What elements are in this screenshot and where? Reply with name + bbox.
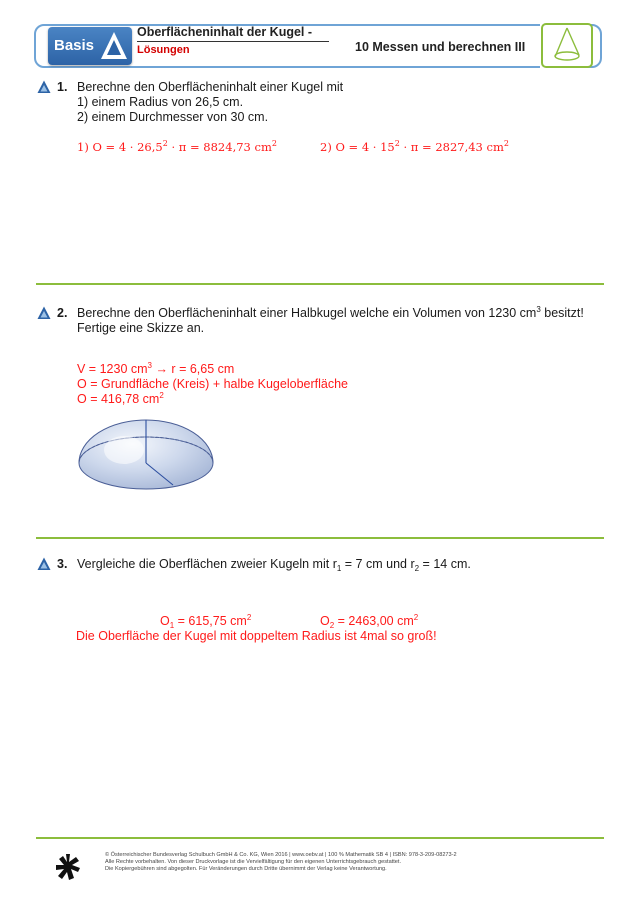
section-divider (36, 837, 604, 839)
task3-prompt-mid: = 7 cm und r (341, 557, 415, 571)
task3-prompt (77, 557, 471, 573)
r2-subscript: 2 (414, 564, 420, 573)
task-triangle-icon (37, 80, 51, 94)
sol1-unit-exponent: 2 (271, 139, 277, 148)
title-underline (137, 41, 329, 42)
sol2-result: · π = 2827,43 cm (399, 140, 504, 154)
volume-exponent: 3 (147, 361, 152, 370)
task-number: 3. (57, 557, 68, 571)
cone-icon (543, 25, 591, 66)
task2-prompt-end: besitzt! (540, 306, 584, 320)
o2-value: = 2463,00 cm (334, 614, 414, 628)
sol2-unit-exponent: 2 (503, 139, 509, 148)
basis-label: Basis (54, 37, 95, 54)
task2-prompt-exponent: 3 (536, 305, 541, 314)
task2-prompt (77, 306, 584, 322)
chapter-label: 10 Messen und berechnen III (355, 40, 526, 54)
o2-exponent: 2 (413, 613, 419, 622)
task1-solution2 (320, 140, 509, 156)
volume-value: V = 1230 cm (77, 362, 148, 376)
task-number: 1. (57, 80, 68, 94)
footer-rights: Alle Rechte vorbehalten. Von dieser Druckvorlage ist die Vervielfältigung für den eigenen Unterrichtsgebrauch gestattet. (105, 859, 402, 865)
task2-formula-line: O = Grundfläche (Kreis) + halbe Kugeloberfläche (77, 377, 348, 391)
r1-subscript: 1 (336, 564, 342, 573)
surface-exponent: 2 (159, 391, 164, 400)
surface-result: O = 416,78 cm (77, 392, 160, 406)
o1-value: = 615,75 cm (174, 614, 247, 628)
sol1-expr: 1) O = 4 · 26,5 (77, 140, 163, 154)
task-triangle-icon (37, 306, 51, 320)
sol2-exponent: 2 (394, 139, 400, 148)
task3-conclusion: Die Oberfläche der Kugel mit doppeltem Radius ist 4mal so groß! (76, 629, 437, 643)
o1-symbol: O (160, 614, 170, 628)
footer-copyright: © Österreichischer Bundesverlag Schulbuch GmbH & Co. KG, Wien 2016 | www.oebv.at | 100 % Mathematik SB 4 | ISBN: 978-3-209-08273-2 (105, 852, 457, 858)
cone-icon-box (541, 23, 593, 68)
task-triangle-icon (37, 557, 51, 571)
page-subtitle: Lösungen (137, 44, 190, 56)
task1-item1: 1) einem Radius von 26,5 cm. (77, 95, 244, 109)
task-number: 2. (57, 306, 68, 320)
sol1-exponent: 2 (162, 139, 168, 148)
task3-o1 (160, 614, 251, 630)
task1-item2: 2) einem Durchmesser von 30 cm. (77, 110, 269, 124)
task3-prompt-end: = 14 cm. (419, 557, 471, 571)
o1-subscript: 1 (169, 621, 175, 630)
task1-prompt: Berechne den Oberflächeninhalt einer Kugel mit (77, 80, 344, 94)
task3-prompt-text: Vergleiche die Oberflächen zweier Kugeln mit r (77, 557, 337, 571)
task2-result-line (77, 392, 164, 408)
task2-prompt-text: Berechne den Oberflächeninhalt einer Halbkugel welche ein Volumen von 1230 cm (77, 306, 537, 320)
o2-symbol: O (320, 614, 330, 628)
basis-badge (48, 27, 132, 65)
page-title: Oberflächeninhalt der Kugel - (137, 25, 313, 39)
sol1-result: · π = 8824,73 cm (167, 140, 272, 154)
task2-volume-line (77, 362, 234, 378)
sol2-expr: 2) O = 4 · 15 (320, 140, 395, 154)
task1-solution1 (77, 140, 277, 156)
publisher-logo-icon (55, 853, 81, 881)
section-divider (36, 283, 604, 285)
triangle-logo-icon (100, 30, 128, 62)
section-divider (36, 537, 604, 539)
hemisphere-sketch (76, 415, 216, 491)
radius-result: → r = 6,65 cm (151, 362, 235, 376)
footer-fees: Die Kopiergebühren sind abgegolten. Für Veränderungen durch Dritte übernimmt der Verlag keine Verantwortung. (105, 866, 387, 872)
o1-exponent: 2 (246, 613, 252, 622)
o2-subscript: 2 (329, 621, 335, 630)
task2-prompt-line2: Fertige eine Skizze an. (77, 321, 205, 335)
task3-o2 (320, 614, 418, 630)
